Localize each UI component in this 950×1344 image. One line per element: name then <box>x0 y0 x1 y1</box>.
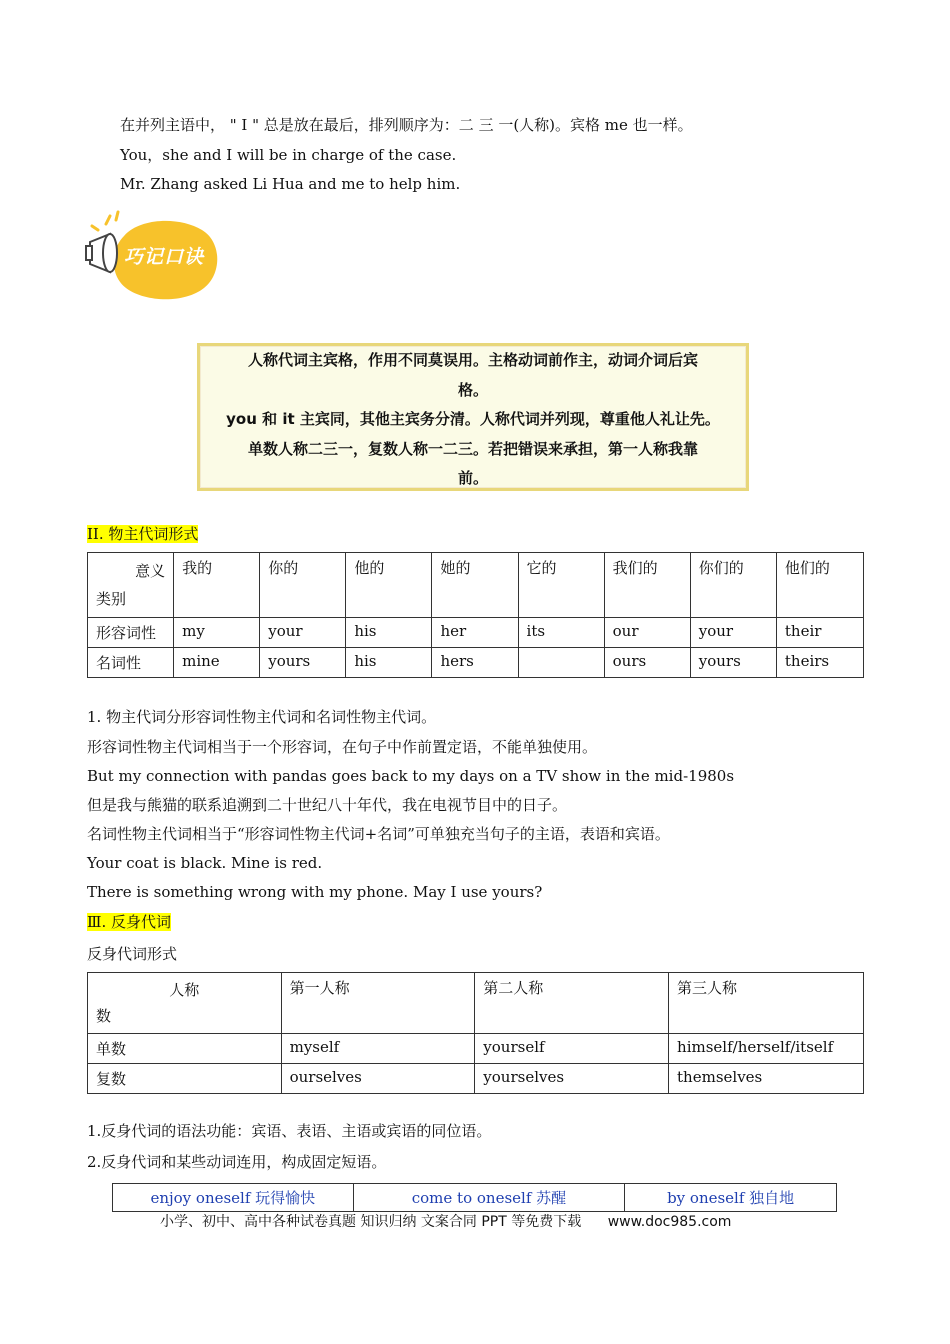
row-label: 复数 <box>88 1064 282 1094</box>
mnemonic-badge <box>84 208 224 304</box>
table-header: 你的 <box>260 553 346 618</box>
reflexive-point-1: 1.反身代词的语法功能：宾语、表语、主语或宾语的同位语。 <box>87 1122 492 1140</box>
table-cell <box>518 648 604 678</box>
table-cell: yourselves <box>475 1064 669 1094</box>
table-cell: yours <box>690 648 776 678</box>
table-header: 第一人称 <box>281 973 475 1034</box>
table-row <box>113 1184 837 1212</box>
example-sentence: There is something wrong with my phone. May I use yours? <box>87 883 543 901</box>
table-cell: her <box>432 618 518 648</box>
mnemonic-line: 人称代词主宾格，作用不同莫误用。主格动词前作主，动词介词后宾 <box>247 351 698 369</box>
table-row <box>88 1034 864 1064</box>
table-header-row <box>88 553 864 618</box>
section-3-heading: Ⅲ. 反身代词 <box>87 913 172 931</box>
section-3-subheading: 反身代词形式 <box>87 945 178 963</box>
table-header: 我的 <box>174 553 260 618</box>
table-header: 第二人称 <box>475 973 669 1034</box>
possessive-adjective-rule: 形容词性物主代词相当于一个形容词，在句子中作前置定语，不能单独使用。 <box>87 738 598 756</box>
row-label: 单数 <box>88 1034 282 1064</box>
reflexive-point-2: 2.反身代词和某些动词连用，构成固定短语。 <box>87 1153 387 1171</box>
table-header: 她的 <box>432 553 518 618</box>
fixed-phrase-table <box>112 1183 837 1212</box>
phrase-cell: by oneself 独自地 <box>625 1184 837 1212</box>
table-cell: yourself <box>475 1034 669 1064</box>
table-header: 第三人称 <box>669 973 864 1034</box>
table-cell: ourselves <box>281 1064 475 1094</box>
intro-example-1: You，she and I will be in charge of the case. <box>120 146 457 164</box>
table-cell: himself/herself/itself <box>669 1034 864 1064</box>
table-cell: our <box>604 618 690 648</box>
phrase-cell: come to oneself 苏醒 <box>353 1184 625 1212</box>
table-cell: myself <box>281 1034 475 1064</box>
table-cell: hers <box>432 648 518 678</box>
table-cell: their <box>776 618 863 648</box>
intro-example-2: Mr. Zhang asked Li Hua and me to help him. <box>120 175 461 193</box>
footer-text: 小学、初中、高中各种试卷真题 知识归纳 文案合同 PPT 等免费下载 <box>160 1214 582 1230</box>
mnemonic-line: 前。 <box>457 469 488 487</box>
table-cell: my <box>174 618 260 648</box>
table-header: 它的 <box>518 553 604 618</box>
intro-rule: 在并列主语中， " I " 总是放在最后，排列顺序为：二 三 一(人称)。宾格 me 也一样。 <box>120 116 693 134</box>
mnemonic-line: you 和 it 主宾同，其他主宾务分清。人称代词并列现，尊重他人礼让先。 <box>226 410 720 428</box>
row-label: 形容词性 <box>88 618 174 648</box>
section-2-heading: II. 物主代词形式 <box>87 525 199 543</box>
table-header-row <box>88 973 864 1034</box>
table-header: 他的 <box>346 553 432 618</box>
mnemonic-line: 单数人称二三一，复数人称一二三。若把错误来承担，第一人称我靠 <box>247 439 698 458</box>
table-row <box>88 1064 864 1094</box>
page-footer <box>160 1213 731 1231</box>
example-sentence: But my connection with pandas goes back to my days on a TV show in the mid-1980s <box>87 767 735 785</box>
table-corner-cell: 人称 数 <box>88 973 282 1034</box>
possessive-noun-rule: 名词性物主代词相当于“形容词性物主代词+名词”可单独充当句子的主语，表语和宾语。 <box>87 825 670 843</box>
possessive-pronoun-table <box>87 552 864 678</box>
table-row <box>88 618 864 648</box>
table-cell: your <box>260 618 346 648</box>
table-header: 他们的 <box>776 553 863 618</box>
table-row <box>88 648 864 678</box>
table-cell: themselves <box>669 1064 864 1094</box>
table-cell: his <box>346 618 432 648</box>
table-cell: ours <box>604 648 690 678</box>
phrase-cell: enjoy oneself 玩得愉快 <box>113 1184 354 1212</box>
table-header: 我们的 <box>604 553 690 618</box>
mnemonic-box <box>197 343 749 491</box>
row-label: 名词性 <box>88 648 174 678</box>
badge-text: 巧记口诀 <box>124 246 205 268</box>
example-sentence: Your coat is black. Mine is red. <box>87 854 323 872</box>
possessive-point-1: 1. 物主代词分形容词性物主代词和名词性物主代词。 <box>87 708 437 726</box>
table-cell: its <box>518 618 604 648</box>
example-translation: 但是我与熊猫的联系追溯到二十世纪八十年代，我在电视节目中的日子。 <box>87 796 568 814</box>
table-cell: yours <box>260 648 346 678</box>
table-corner-cell: 意义 类别 <box>88 553 174 618</box>
table-header: 你们的 <box>690 553 776 618</box>
table-cell: his <box>346 648 432 678</box>
mnemonic-line: 格。 <box>457 380 488 399</box>
footer-site: www.doc985.com <box>607 1214 732 1230</box>
table-cell: mine <box>174 648 260 678</box>
reflexive-pronoun-table <box>87 972 864 1094</box>
table-cell: theirs <box>776 648 863 678</box>
table-cell: your <box>690 618 776 648</box>
